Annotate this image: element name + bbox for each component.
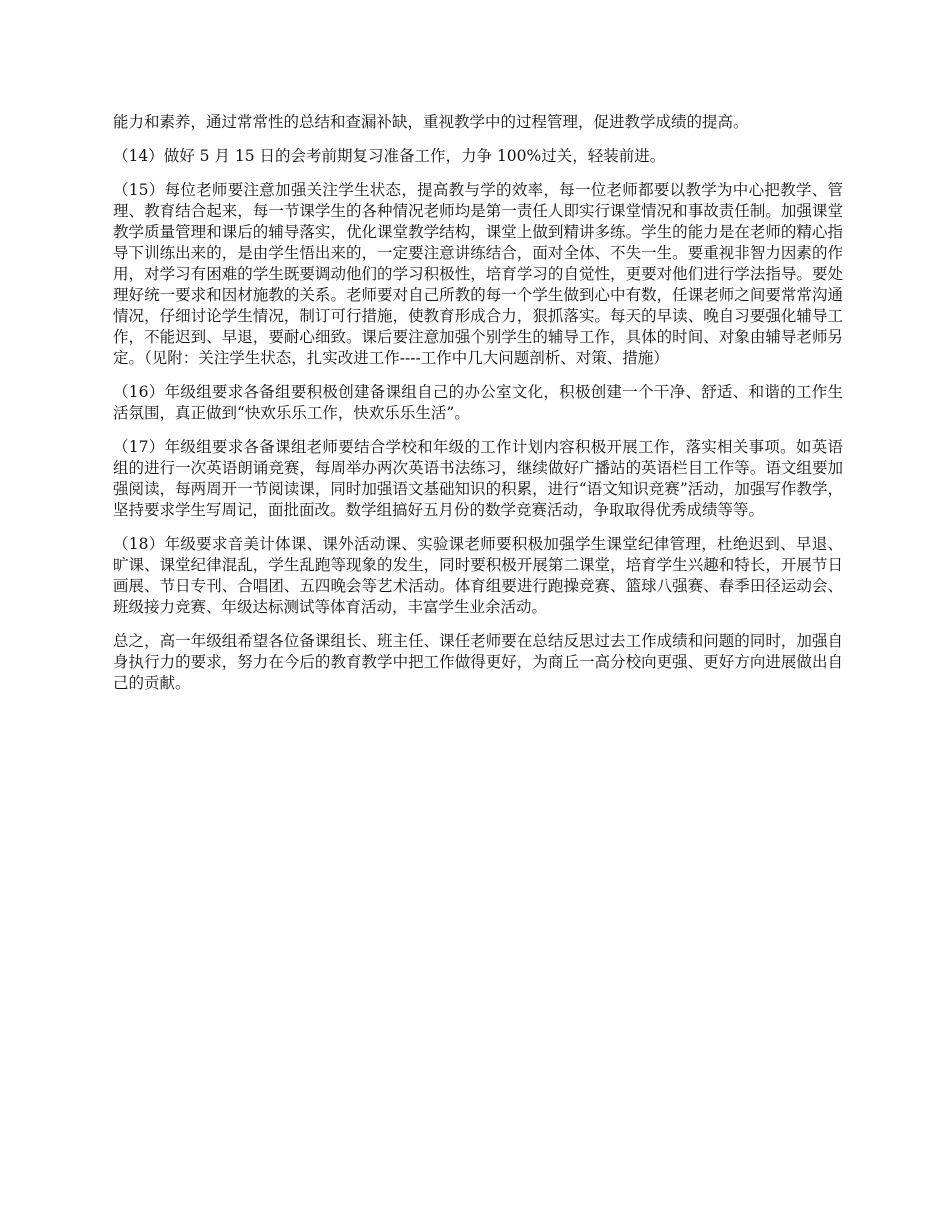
- paragraph-item-15: （15）每位老师要注意加强关注学生状态，提高教与学的效率，每一位老师都要以教学为中心把教学、管理、教育结合起来，每一节课学生的各种情况老师均是第一责任人即实行课堂情况和事故责任制。加强课堂教学质量管理和课后的辅导落实，优化课堂教学结构，课堂上做到精讲多练。学生的能力是在老师的精心指导下训练出来的，是由学生悟出来的，一定要注意讲练结合，面对全体、不失一生。要重视非智力因素的作用，对学习有困难的学生既要调动他们的学习积极性，培育学习的自觉性，更要对他们进行学法指导。要处理好统一要求和因材施教的关系。老师要对自己所教的每一个学生做到心中有数，任课老师之间要常常沟通情况，仔细讨论学生情况，制订可行措施，使教育形成合力，狠抓落实。每天的早读、晚自习要强化辅导工作，不能迟到、早退，要耐心细致。课后要注意加强个别学生的辅导工作，具体的时间、对象由辅导老师另定。（见附：关注学生状态，扎实改进工作----工作中几大问题剖析、对策、措施）: [113, 181, 843, 367]
- paragraph-item-16: （16）年级组要求各备组要积极创建备课组自己的办公室文化，积极创建一个干净、舒适、和谐的工作生活氛围，真正做到“快欢乐乐工作，快欢乐乐生活”。: [113, 383, 843, 422]
- paragraph-conclusion: 总之，高一年级组希望各位备课组长、班主任、课任老师要在总结反思过去工作成绩和问题的同时，加强自身执行力的要求，努力在今后的教育教学中把工作做得更好，为商丘一高分校向更强、更好方向进展做出自己的贡献。: [113, 632, 843, 692]
- document-body: [113, 112, 843, 707]
- paragraph-item-18: （18）年级要求音美计体课、课外活动课、实验课老师要积极加强学生课堂纪律管理，杜绝迟到、早退、旷课、课堂纪律混乱，学生乱跑等现象的发生，同时要积极开展第二课堂，培育学生兴趣和特长，开展节日画展、节日专刊、合唱团、五四晚会等艺术活动。体育组要进行跑操竞赛、篮球八强赛、春季田径运动会、班级接力竞赛、年级达标测试等体育活动，丰富学生业余活动。: [113, 535, 843, 616]
- paragraph-item-17: （17）年级组要求各备课组老师要结合学校和年级的工作计划内容积极开展工作，落实相关事项。如英语组的进行一次英语朗诵竞赛，每周举办两次英语书法练习，继续做好广播站的英语栏目工作等。语文组要加强阅读，每两周开一节阅读课，同时加强语文基础知识的积累，进行“语文知识竞赛”活动，加强写作教学，坚持要求学生写周记，面批面改。数学组搞好五月份的数学竞赛活动，争取取得优秀成绩等等。: [113, 438, 843, 519]
- paragraph-item-14: （14）做好 5 月 15 日的会考前期复习准备工作，力争 100%过关，轻装前进。: [113, 147, 666, 165]
- paragraph-continuation: 能力和素养，通过常常性的总结和查漏补缺，重视教学中的过程管理，促进教学成绩的提高。: [113, 113, 749, 131]
